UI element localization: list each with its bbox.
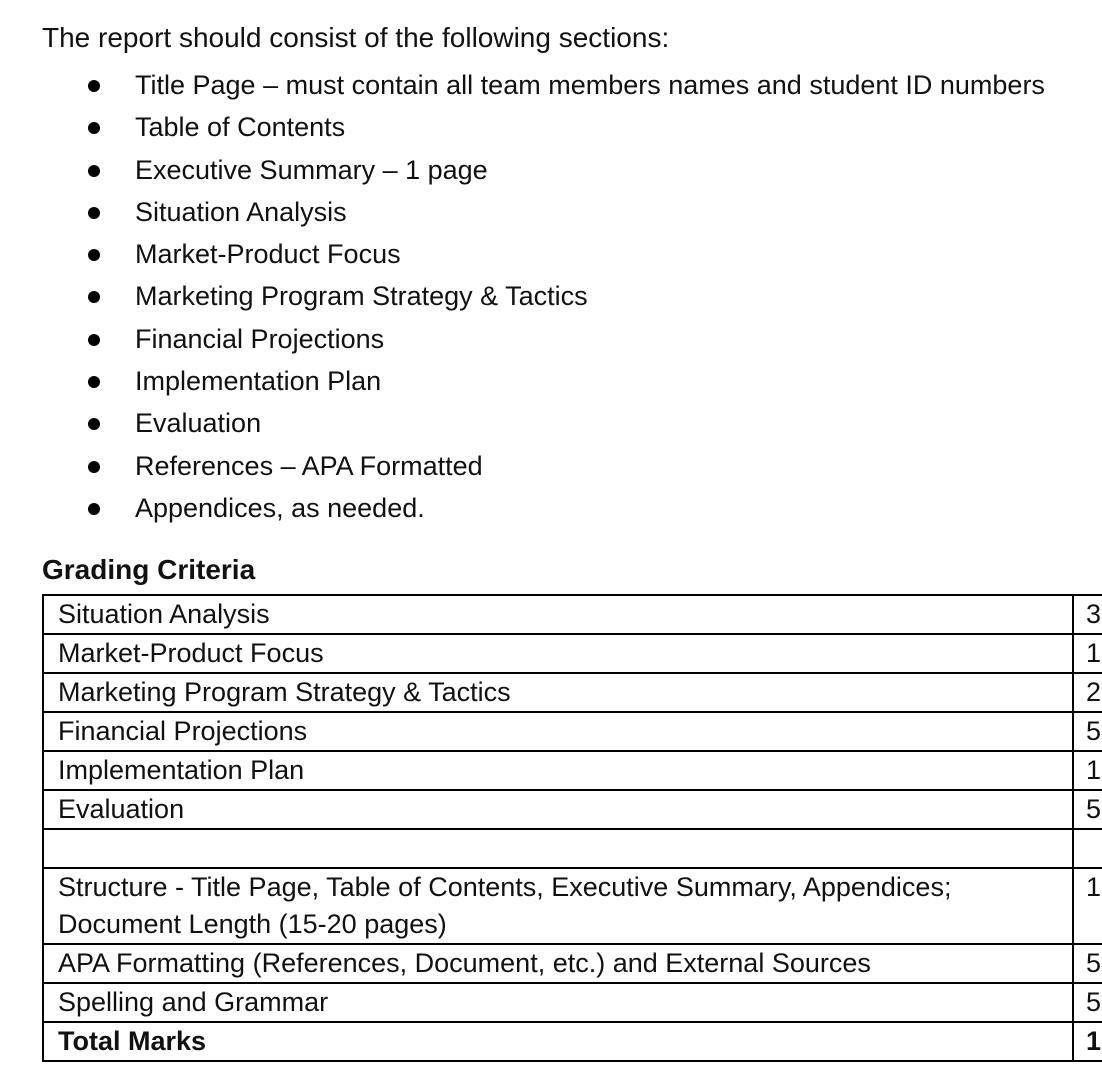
table-row	[43, 868, 1102, 944]
table-row	[43, 790, 1102, 829]
marks-cell: 1	[1073, 751, 1102, 790]
bullet-icon	[88, 376, 100, 388]
criterion-cell: Structure - Title Page, Table of Contents, Executive Summary, Appendices; Document Length (15-20 pages)	[43, 868, 1073, 944]
marks-cell: 1	[1073, 1022, 1102, 1061]
bullet-icon	[88, 503, 100, 515]
marks-cell: 1	[1073, 868, 1102, 944]
list-item-text: Marketing Program Strategy & Tactics	[135, 281, 588, 312]
list-item-text: Title Page – must contain all team members names and student ID numbers	[135, 70, 1045, 100]
list-item-text: Evaluation	[135, 408, 262, 439]
table-row	[43, 712, 1102, 751]
criterion-cell: Marketing Program Strategy & Tactics	[43, 673, 1073, 712]
bullet-icon	[88, 165, 100, 177]
criterion-cell: Evaluation	[43, 790, 1073, 829]
list-item-text: Financial Projections	[135, 323, 385, 354]
intro-text: The report should consist of the following sections:	[42, 22, 670, 53]
marks-cell	[1073, 829, 1102, 868]
list-item-text: References – APA Formatted	[135, 450, 483, 481]
list-item-text: Executive Summary – 1 page	[135, 154, 488, 185]
grading-criteria-heading: Grading Criteria	[42, 554, 256, 585]
table-row	[43, 634, 1102, 673]
criterion-cell: Financial Projections	[43, 712, 1073, 751]
bullet-icon	[88, 207, 100, 219]
list-item-text: Market-Product Focus	[135, 239, 401, 270]
marks-cell: 2	[1073, 673, 1102, 712]
marks-cell: 3	[1073, 595, 1102, 634]
bullet-icon	[88, 249, 100, 261]
table-row	[43, 983, 1102, 1022]
list-item-text: Situation Analysis	[135, 196, 347, 227]
criterion-cell: Spelling and Grammar	[43, 983, 1073, 1022]
bullet-icon	[88, 461, 100, 473]
list-item-text: Appendices, as needed.	[135, 492, 425, 523]
bullet-icon	[88, 122, 100, 134]
criterion-cell: Total Marks	[43, 1022, 1073, 1061]
table-row	[43, 944, 1102, 983]
marks-cell: 1	[1073, 634, 1102, 673]
table-row	[43, 751, 1102, 790]
table-row	[43, 673, 1102, 712]
criterion-cell: Market-Product Focus	[43, 634, 1073, 673]
marks-cell: 5	[1073, 944, 1102, 983]
list-item-text: Implementation Plan	[135, 366, 382, 397]
marks-cell: 5	[1073, 712, 1102, 751]
marks-cell: 5	[1073, 790, 1102, 829]
bullet-icon	[88, 291, 100, 303]
bullet-icon	[88, 80, 100, 92]
list-item-text: Table of Contents	[135, 112, 346, 143]
grading-criteria-table	[42, 594, 1102, 1062]
table-row-spacer	[43, 829, 1102, 868]
criterion-cell: Implementation Plan	[43, 751, 1073, 790]
table-row	[43, 595, 1102, 634]
criterion-cell: Situation Analysis	[43, 595, 1073, 634]
bullet-icon	[88, 418, 100, 430]
criterion-cell: APA Formatting (References, Document, etc.) and External Sources	[43, 944, 1073, 983]
criterion-cell	[43, 829, 1073, 868]
marks-cell: 5	[1073, 983, 1102, 1022]
bullet-icon	[88, 334, 100, 346]
total-row	[43, 1022, 1102, 1061]
